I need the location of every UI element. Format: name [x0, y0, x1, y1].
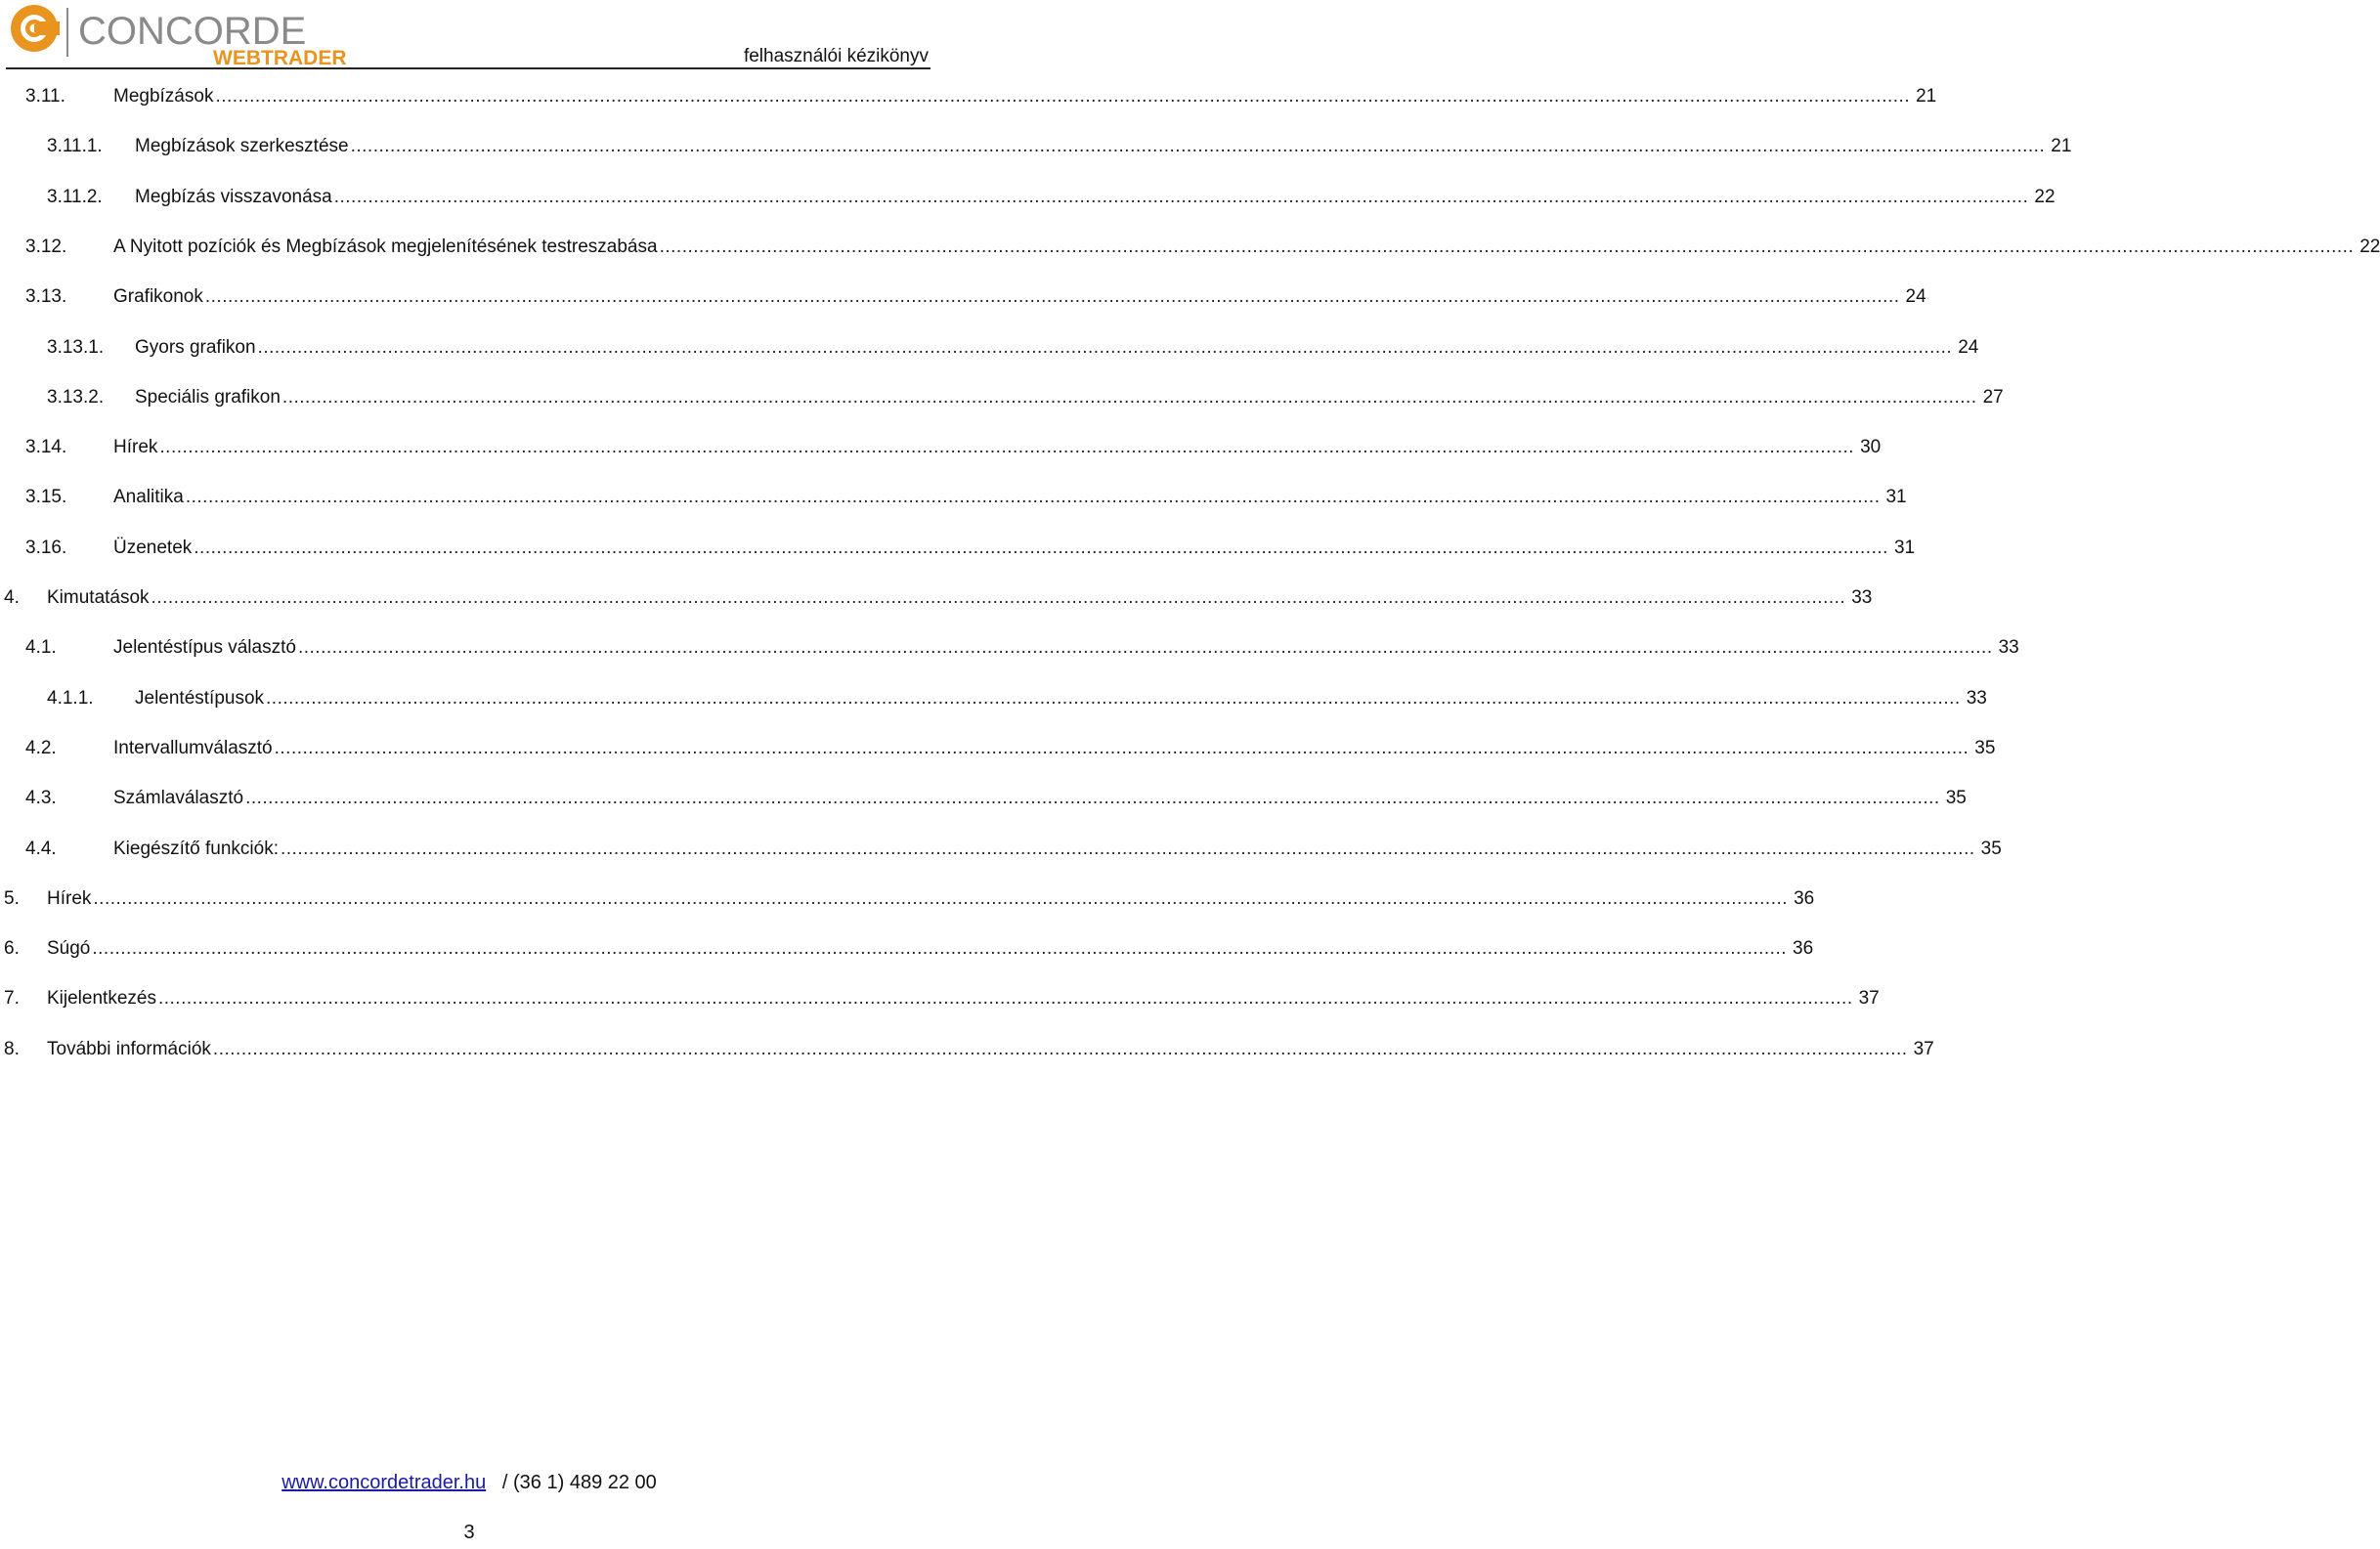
- toc-entry[interactable]: [0, 686, 1987, 711]
- toc-entry[interactable]: [0, 134, 2072, 159]
- toc-entry-page: 35: [1980, 839, 2002, 859]
- toc-entry[interactable]: [0, 786, 1967, 811]
- header-divider: [6, 67, 930, 69]
- toc-dot-leader: ............................................................................................................................................................................................................................................................................................................: [659, 237, 2355, 257]
- toc-entry-number: 5.: [4, 888, 20, 909]
- toc-entry-page: 22: [2034, 187, 2055, 207]
- toc-entry-number: 4.4.: [25, 839, 57, 859]
- toc-entry-number: 3.11.: [25, 86, 65, 107]
- toc-entry-title: Grafikonok: [113, 286, 203, 307]
- toc-entry-title: Megbízás visszavonása: [135, 187, 332, 207]
- toc-entry-title: Hírek: [47, 888, 92, 909]
- toc-entry-number: 4.1.1.: [47, 688, 94, 709]
- toc-entry-page: 36: [1794, 888, 1815, 909]
- toc-entry-page: 33: [1966, 688, 1987, 709]
- toc-entry-title: Üzenetek: [113, 538, 193, 558]
- toc-entry-title: Megbízások: [113, 86, 214, 107]
- website-link[interactable]: www.concordetrader.hu: [281, 1472, 487, 1493]
- toc-entry[interactable]: [0, 385, 2004, 410]
- toc-entry-number: 4.1.: [25, 637, 57, 658]
- toc-entry-title: Számlaválasztó: [113, 788, 244, 808]
- toc-dot-leader: ............................................................................................................................................................................................................................................................................................................: [245, 788, 1940, 808]
- toc-entry[interactable]: [0, 936, 1814, 962]
- toc-dot-leader: ............................................................................................................................................................................................................................................................................................................: [280, 839, 1975, 859]
- toc-dot-leader: ............................................................................................................................................................................................................................................................................................................: [157, 988, 1853, 1009]
- toc-entry[interactable]: [0, 1037, 1934, 1062]
- toc-entry-page: 27: [1982, 387, 2004, 408]
- toc-entry[interactable]: [0, 284, 1926, 310]
- page-header: [0, 0, 938, 70]
- toc-entry-page: 33: [1998, 637, 2019, 658]
- toc-entry[interactable]: [0, 435, 1882, 460]
- toc-entry[interactable]: [0, 335, 1979, 361]
- page-number: 3: [463, 1522, 475, 1543]
- toc-entry[interactable]: [0, 536, 1916, 561]
- phone-number: / (36 1) 489 22 00: [501, 1472, 657, 1493]
- toc-entry-title: Hírek: [113, 437, 158, 457]
- toc-dot-leader: ............................................................................................................................................................................................................................................................................................................: [194, 538, 1888, 558]
- toc-entry-number: 3.11.2.: [47, 187, 103, 207]
- toc-entry-page: 36: [1793, 938, 1814, 959]
- toc-entry-number: 7.: [4, 988, 20, 1009]
- toc-entry[interactable]: [0, 185, 2055, 210]
- toc-entry[interactable]: [0, 235, 2380, 260]
- toc-entry-number: 3.13.1.: [47, 337, 105, 358]
- toc-dot-leader: ............................................................................................................................................................................................................................................................................................................: [204, 286, 1900, 307]
- toc-entry-title: Súgó: [47, 938, 91, 959]
- toc-entry-page: 31: [1885, 487, 1907, 507]
- toc-entry-title: Kiegészítő funkciók:: [113, 839, 279, 859]
- toc-entry[interactable]: [0, 635, 2019, 661]
- document-subtitle: felhasználói kézikönyv: [743, 46, 929, 66]
- toc-entry[interactable]: [0, 485, 1907, 510]
- toc-entry-page: 31: [1893, 538, 1916, 558]
- toc-entry-number: 8.: [4, 1039, 20, 1059]
- concorde-webtrader-logo: [6, 2, 347, 69]
- toc-dot-leader: ............................................................................................................................................................................................................................................................................................................: [333, 187, 2029, 207]
- toc-entry-page: 24: [1905, 286, 1926, 307]
- toc-entry-title: Gyors grafikon: [135, 337, 256, 358]
- toc-dot-leader: ............................................................................................................................................................................................................................................................................................................: [266, 688, 1961, 709]
- toc-entry-page: 24: [1958, 337, 1979, 358]
- toc-entry-title: Analitika: [113, 487, 184, 507]
- toc-entry-title: További információk: [47, 1039, 211, 1059]
- toc-entry-number: 3.11.1.: [47, 136, 103, 156]
- toc-entry-title: Kijelentkezés: [47, 988, 156, 1009]
- toc-entry-number: 4.3.: [25, 788, 57, 808]
- toc-dot-leader: ............................................................................................................................................................................................................................................................................................................: [350, 136, 2046, 156]
- concorde-c-icon: [11, 5, 60, 52]
- toc-entry-title: Kimutatások: [47, 587, 150, 608]
- toc-entry[interactable]: [0, 986, 1880, 1011]
- toc-entry-page: 37: [1913, 1039, 1934, 1059]
- footer-contact: [0, 1472, 938, 1494]
- toc-entry-number: 3.16.: [25, 538, 67, 558]
- toc-entry-page: 35: [1945, 788, 1967, 808]
- toc-entry-number: 3.13.: [25, 286, 67, 307]
- toc-entry[interactable]: [0, 736, 1996, 761]
- toc-entry-page: 22: [2359, 237, 2380, 257]
- toc-dot-leader: ............................................................................................................................................................................................................................................................................................................: [297, 637, 1993, 658]
- toc-entry-page: 21: [2051, 136, 2072, 156]
- toc-entry-title: Intervallumválasztó: [113, 738, 273, 758]
- toc-dot-leader: ............................................................................................................................................................................................................................................................................................................: [185, 487, 1881, 507]
- toc-entry[interactable]: [0, 84, 1937, 109]
- toc-entry[interactable]: [0, 585, 1873, 611]
- toc-entry-title: Megbízások szerkesztése: [135, 136, 349, 156]
- toc-entry-page: 33: [1851, 587, 1873, 608]
- toc-entry[interactable]: [0, 837, 2002, 862]
- toc-entry-page: 30: [1860, 437, 1882, 457]
- toc-entry[interactable]: [0, 886, 1815, 912]
- toc-dot-leader: ............................................................................................................................................................................................................................................................................................................: [274, 738, 1969, 758]
- toc-entry-page: 21: [1916, 86, 1937, 107]
- toc-dot-leader: ............................................................................................................................................................................................................................................................................................................: [159, 437, 1855, 457]
- toc-entry-title: Speciális grafikon: [135, 387, 281, 408]
- toc-dot-leader: ............................................................................................................................................................................................................................................................................................................: [281, 387, 1977, 408]
- toc-entry-title: A Nyitott pozíciók és Megbízások megjelenítésének testreszabása: [113, 237, 658, 257]
- toc-entry-title: Jelentéstípus választó: [113, 637, 296, 658]
- toc-entry-number: 3.15.: [25, 487, 67, 507]
- toc-dot-leader: ............................................................................................................................................................................................................................................................................................................: [92, 938, 1788, 959]
- toc-entry-page: 37: [1858, 988, 1880, 1009]
- toc-entry-number: 3.13.2.: [47, 387, 105, 408]
- toc-dot-leader: ............................................................................................................................................................................................................................................................................................................: [93, 888, 1789, 909]
- toc-dot-leader: ............................................................................................................................................................................................................................................................................................................: [257, 337, 1953, 358]
- toc-dot-leader: ............................................................................................................................................................................................................................................................................................................: [151, 587, 1846, 608]
- toc-entry-number: 3.12.: [25, 237, 67, 257]
- toc-entry-number: 4.2.: [25, 738, 57, 758]
- toc-dot-leader: ............................................................................................................................................................................................................................................................................................................: [212, 1039, 1908, 1059]
- toc-entry-number: 3.14.: [25, 437, 67, 457]
- toc-entry-number: 4.: [4, 587, 20, 608]
- logo-brand-text: CONCORDE: [78, 10, 307, 53]
- toc-entry-title: Jelentéstípusok: [135, 688, 265, 709]
- toc-entry-page: 35: [1974, 738, 1996, 758]
- toc-dot-leader: ............................................................................................................................................................................................................................................................................................................: [215, 86, 1911, 107]
- logo-product-text: WEBTRADER: [213, 47, 347, 69]
- toc-entry-number: 6.: [4, 938, 20, 959]
